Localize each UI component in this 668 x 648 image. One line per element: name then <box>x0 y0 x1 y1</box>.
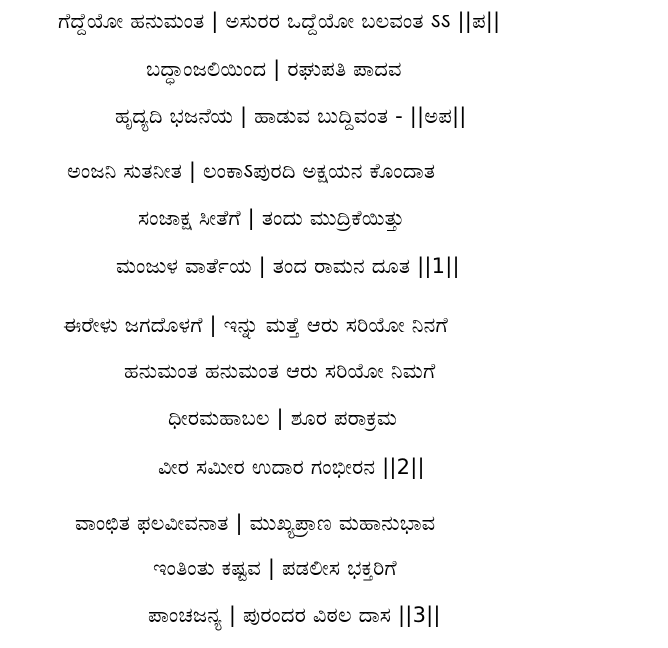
stanza-2-line-2: ಸಂಜಾಕ್ಷ ಸೀತೆಗೆ | ತಂದು ಮುದ್ರಿಕೆಯಿತ್ತು <box>138 206 405 230</box>
stanza-4-line-3: ಪಾಂಚಜನ್ಯ | ಪುರಂದರ ವಿಠಲ ದಾಸ ||3|| <box>148 603 441 627</box>
stanza-2-line-3: ಮಂಜುಳ ವಾರ್ತೆಯ | ತಂದ ರಾಮನ ದೂತ ||1|| <box>116 254 460 278</box>
stanza-4-line-2: ಇಂತಿಂತು ಕಷ್ಟವ | ಪಡಲೀಸ ಭಕ್ತರಿಗೆ <box>153 556 397 580</box>
stanza-3-line-1: ಈರೇಳು ಜಗದೊಳಗೆ | ಇನ್ನು ಮತ್ತೆ ಆರು ಸರಿಯೋ ನಿನಗೆ <box>63 313 448 337</box>
stanza-4-line-1: ವಾಂಛಿತ ಫಲವೀವನಾತ | ಮುಖ್ಯಪ್ರಾಣ ಮಹಾನುಭಾವ <box>75 511 436 535</box>
stanza-2-line-1: ಅಂಜನಿ ಸುತನೀತ | ಲಂಕಾऽಪುರದಿ ಅಕ್ಷಯನ ಕೊಂದಾತ <box>67 159 436 183</box>
stanza-3-line-2: ಹನುಮಂತ ಹನುಮಂತ ಆರು ಸರಿಯೋ ನಿಮಗೆ <box>124 359 436 383</box>
stanza-3-line-3: ಧೀರಮಹಾಬಲ | ಶೂರ ಪರಾಕ್ರಮ <box>168 406 398 430</box>
stanza-1-line-2: ಬದ್ಧಾಂಜಲಿಯಿಂದ | ರಘುಪತಿ ಪಾದವ <box>146 57 402 81</box>
stanza-1-line-3: ಹೃದ್ಯದಿ ಭಜನೆಯ | ಹಾಡುವ ಬುದ್ದಿವಂತ - ||ಅಪ|| <box>115 104 467 128</box>
stanza-1-line-1: ಗೆದ್ದೆಯೋ ಹನುಮಂತ | ಅಸುರರ ಒದ್ದೆಯೋ ಬಲವಂತ ऽऽ ||ಪ|| <box>58 9 501 33</box>
stanza-4-line-1-verse2: ವೀರ ಸಮೀರ ಉದಾರ ಗಂಭೀರನ ||2|| <box>158 455 425 479</box>
